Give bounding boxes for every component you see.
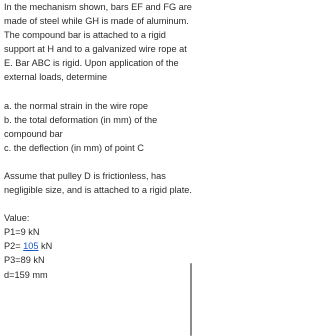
values-heading: Value: xyxy=(4,213,30,224)
value-d: d=159 mm xyxy=(4,269,48,280)
problem-text xyxy=(4,0,192,282)
value-p2 xyxy=(4,239,192,253)
task-b: b. the total deformation (in mm) of the compound bar xyxy=(4,114,158,139)
scrollbar[interactable] xyxy=(190,263,192,336)
value-p2-link[interactable]: 105 xyxy=(23,241,39,252)
problem-intro: In the mechanism shown, bars EF and FG are made of steel while GH is made of aluminum. The compound bar is attached to a rigid support at H and to a galvanized wire rope at E. Bar ABC is rigid. Upon application of the external loads, determine xyxy=(4,2,192,83)
value-p3: P3=89 kN xyxy=(4,255,45,266)
assumption-text: Assume that pulley D is frictionless, has negligible size, and is attached to a rigid plate. xyxy=(4,170,192,196)
spacer xyxy=(4,155,192,169)
value-p1: P1=9 kN xyxy=(4,227,40,238)
task-c: c. the deflection (in mm) of point C xyxy=(4,142,144,153)
task-a: a. the normal strain in the wire rope xyxy=(4,100,149,111)
spacer xyxy=(4,85,192,99)
value-p2-prefix: P2= xyxy=(4,241,24,252)
value-p2-unit: kN xyxy=(38,241,53,252)
spacer xyxy=(4,197,192,211)
